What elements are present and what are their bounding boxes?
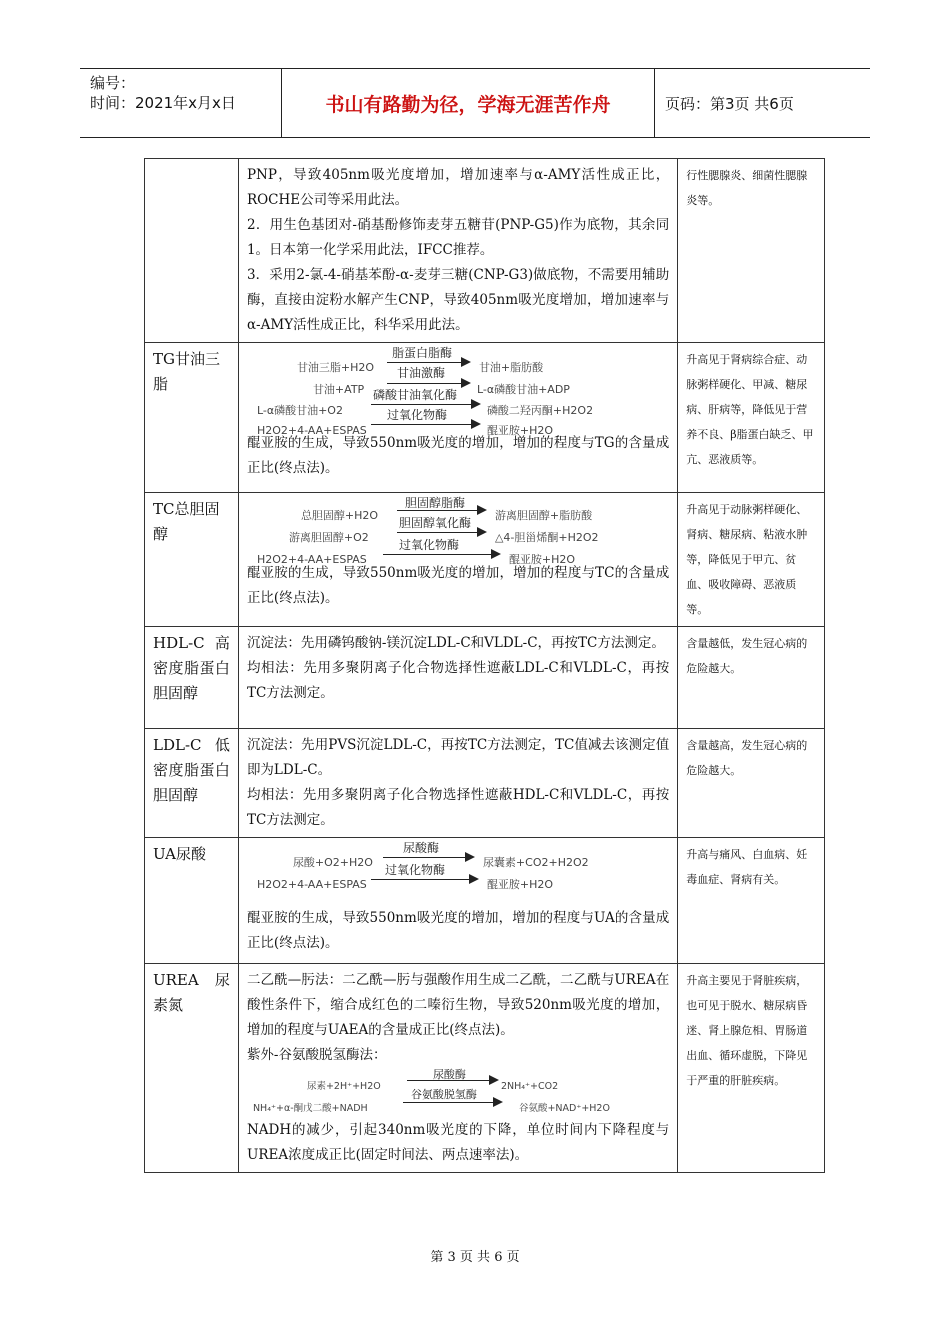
clinical-cell: 升高与痛风、白血病、妊毒血症、肾病有关。 [678,838,825,964]
reaction-right: 醌亚胺+H2O [486,424,554,437]
test-name-cell [145,159,239,343]
reaction-arrow [371,879,471,880]
reaction-left: 甘油+ATP [312,383,365,396]
arrowhead-icon [477,527,487,537]
arrowhead-icon [477,505,487,515]
page-footer: 第 3 页 共 6 页 [430,1250,520,1265]
reaction-right: 谷氨酸+NAD⁺+H2O [518,1103,610,1114]
reaction-arrow [407,1080,491,1081]
reaction-right: △4-胆甾烯酮+H2O2 [494,531,599,544]
reaction-left: L-α磷酸甘油+O2 [256,404,343,417]
method-line: 沉淀法：先用磷钨酸钠-镁沉淀LDL-C和VLDL-C，再按TC方法测定。 [246,635,665,651]
arrowhead-icon [471,419,481,429]
reaction-left: 尿酸+O2+H2O [292,856,373,869]
arrowhead-icon [461,357,471,367]
method-cell [238,729,677,838]
arrowhead-icon [471,399,481,409]
reaction-enzyme: 脂蛋白脂酶 [391,346,452,360]
test-name-cell: HDL-C 高密度脂蛋白胆固醇 [145,627,239,729]
reaction-right: 游离胆固醇+脂肪酸 [494,509,593,522]
reaction-left: H2O2+4-AA+ESPAS [256,424,367,437]
reaction-arrow [383,554,493,555]
test-name-cell: UREA 尿素氮 [145,964,239,1173]
reaction-scheme [247,496,669,566]
arrowhead-icon [491,549,501,559]
method-note: 醌亚胺的生成，导致550nm吸光度的增加，增加的程度与TC的含量成正比(终点法)。 [246,565,670,606]
reaction-enzyme: 胆固醇氧化酶 [398,516,471,530]
arrowhead-icon [461,378,471,388]
method-line: 沉淀法：先用PVS沉淀LDL-C，再按TC方法测定，TC值减去该测定值即为LDL-C。 [246,737,670,778]
method-line: 均相法：先用多聚阴离子化合物选择性遮蔽LDL-C和VLDL-C，再按TC方法测定。 [246,660,670,701]
reaction-enzyme: 过氧化物酶 [384,863,445,877]
test-name-cell: TC总胆固醇 [145,493,239,627]
reaction-left: 甘油三脂+H2O [296,361,375,374]
table-row [145,964,825,1173]
time-label: 时间：2021年x月x日 [90,94,236,112]
header-page-label: 页码：第3页 共6页 [665,94,794,113]
arrowhead-icon [493,1097,503,1107]
method-note: 醌亚胺的生成，导致550nm吸光度的增加，增加的程度与UA的含量成正比(终点法)。 [246,910,670,951]
method-line: 均相法：先用多聚阴离子化合物选择性遮蔽HDL-C和VLDL-C，再按TC方法测定。 [246,787,670,828]
method-cell [238,838,677,964]
reaction-right: 甘油+脂肪酸 [478,361,544,374]
table-row [145,343,825,493]
clinical-cell: 升高见于肾病综合症、动脉粥样硬化、甲减、糖尿病、肝病等，降低见于营养不良、β脂蛋白缺乏、甲亢、恶液质等。 [678,343,825,493]
reaction-arrow [371,424,473,425]
method-cell [238,343,677,493]
table-row [145,493,825,627]
reaction-scheme [247,842,669,906]
clinical-cell: 含量越高，发生冠心病的危险越大。 [678,729,825,838]
method-note: 醌亚胺的生成，导致550nm吸光度的增加，增加的程度与TG的含量成正比(终点法)。 [246,435,670,476]
clinical-cell: 升高见于动脉粥样硬化、肾病、糖尿病、粘液水肿等，降低见于甲亢、贫血、吸收障碍、恶液质等。 [678,493,825,627]
table-row [145,627,825,729]
test-name-cell: UA尿酸 [145,838,239,964]
reaction-right: 磷酸二羟丙酮+H2O2 [486,404,594,417]
reaction-enzyme: 胆固醇脂酶 [404,496,465,510]
method-line: 3．采用2-氯-4-硝基苯酚-α-麦芽三糖(CNP-G3)做底物，不需要用辅助酶，直接由淀粉水解产生CNP，导致405nm吸光度增加，增加速率与α-AMY活性成正比，科华采用此法。 [246,267,670,333]
page-header [80,68,870,138]
test-name-cell: LDL-C 低密度脂蛋白胆固醇 [145,729,239,838]
table-row [145,729,825,838]
reaction-left: H2O2+4-AA+ESPAS [256,553,367,566]
reaction-enzyme: 磷酸甘油氧化酶 [372,388,457,402]
reaction-left: 尿素+2H⁺+H2O [306,1081,381,1092]
method-cell [238,964,677,1173]
reaction-enzyme: 过氧化物酶 [386,408,447,422]
reaction-enzyme: 谷氨酸脱氢酶 [410,1088,477,1101]
reaction-enzyme: 尿酸酶 [402,841,439,855]
method-line: 紫外-谷氨酸脱氢酶法： [246,1047,387,1063]
arrowhead-icon [489,1075,499,1085]
clinical-cell: 升高主要见于肾脏疾病，也可见于脱水、糖尿病昏迷、肾上腺危相、胃肠道出血、循环虚脱，下降见于严重的肝脏疾病。 [678,964,825,1173]
serial-label: 编号： [90,74,136,92]
header-motto: 书山有路勤为径，学海无涯苦作舟 [282,69,655,137]
reaction-right: 醌亚胺+H2O [508,553,576,566]
method-line: 二乙酰—肟法：二乙酰—肟与强酸作用生成二乙酰，二乙酰与UREA在酸性条件下，缩合成红色的二嗪衍生物，导致520nm吸光度的增加，增加的程度与UAEA的含量成正比(终点法)。 [246,972,670,1038]
reaction-enzyme: 尿酸酶 [432,1068,466,1081]
reaction-enzyme: 过氧化物酶 [398,538,459,552]
arrowhead-icon [465,852,475,862]
reaction-left: NH₄⁺+α-酮戊二酸+NADH [252,1103,368,1114]
table-row [145,838,825,964]
reaction-left: 总胆固醇+H2O [300,509,379,522]
reaction-right: 2NH₄⁺+CO2 [500,1081,559,1092]
test-name-cell: TG甘油三脂 [145,343,239,493]
test-methods-table [144,158,825,1173]
method-cell [238,627,677,729]
method-cell [238,159,677,343]
reaction-right: 尿囊素+CO2+H2O2 [482,856,589,869]
reaction-left: 游离胆固醇+O2 [288,531,369,544]
reaction-left: H2O2+4-AA+ESPAS [256,878,367,891]
clinical-cell: 含量越低，发生冠心病的危险越大。 [678,627,825,729]
reaction-right: 醌亚胺+H2O [486,878,554,891]
arrowhead-icon [469,874,479,884]
reaction-scheme [247,346,669,437]
table-row [145,159,825,343]
method-line: 2．用生色基团对-硝基酚修饰麦芽五糖苷(PNP-G5)作为底物，其余同1。日本第一化学采用此法，IFCC推荐。 [246,217,670,258]
method-line: PNP，导致405nm吸光度增加，增加速率与α-AMY活性成正比， ROCHE公司等采用此法。 [246,167,670,208]
header-meta [80,69,282,137]
reaction-scheme [247,1068,669,1118]
reaction-right: L-α磷酸甘油+ADP [476,383,570,396]
clinical-cell: 行性腮腺炎、细菌性腮腺炎等。 [678,159,825,343]
method-note: NADH的减少，引起340nm吸光度的下降，单位时间内下降程度与UREA浓度成正比(固定时间法、两点速率法)。 [246,1122,670,1163]
reaction-arrow [403,1102,495,1103]
method-cell [238,493,677,627]
reaction-enzyme: 甘油激酶 [396,366,445,380]
